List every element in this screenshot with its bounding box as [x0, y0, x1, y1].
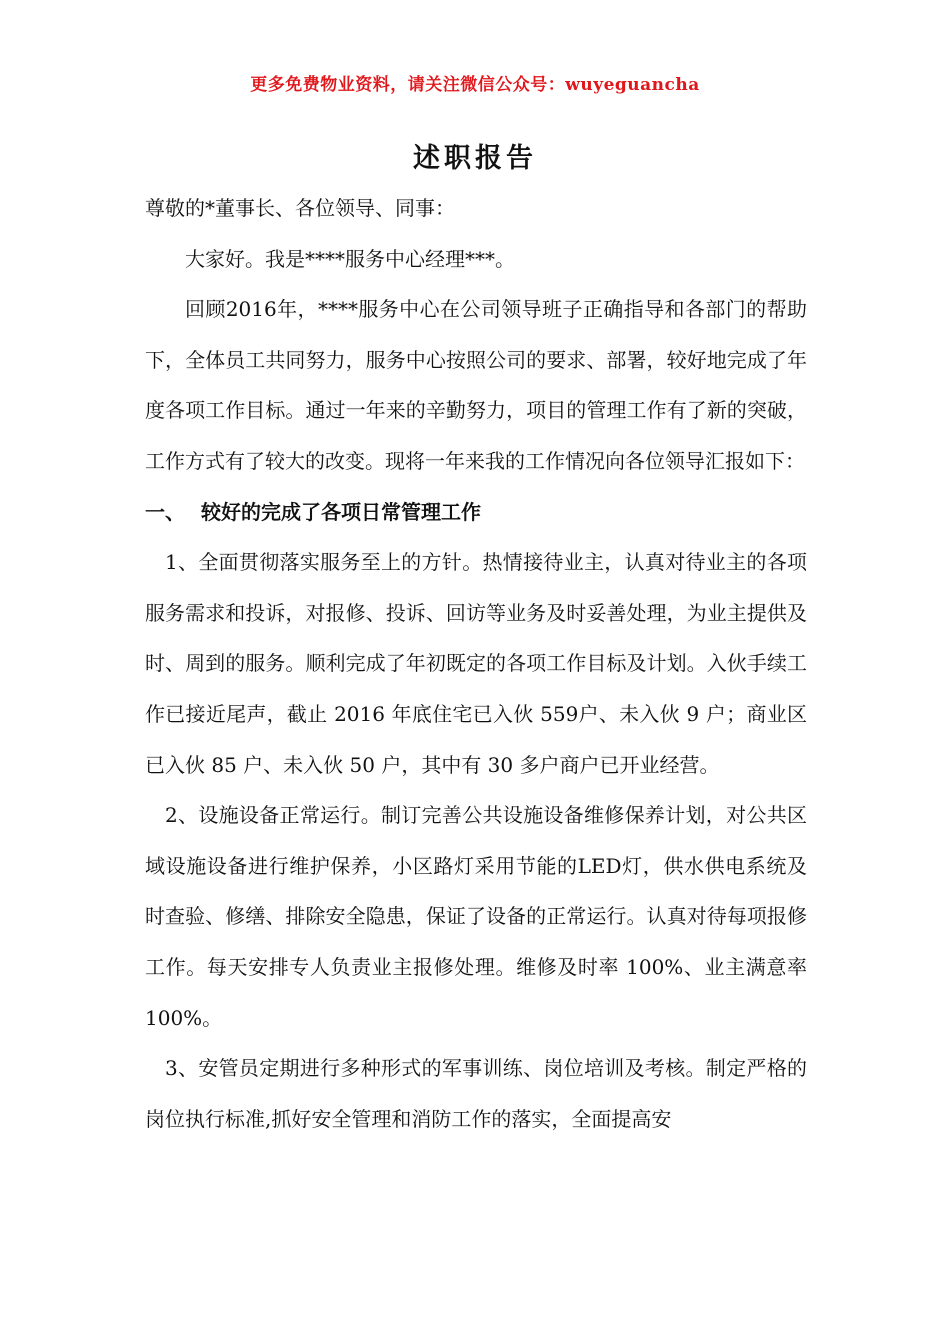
promo-banner: 更多免费物业资料，请关注微信公众号：wuyeguancha: [250, 75, 700, 95]
section-heading-text: 较好的完成了各项日常管理工作: [201, 499, 481, 524]
list-item: 3、安管员定期进行多种形式的军事训练、岗位培训及考核。制定严格的岗位执行标准,抓好安全管理和消防工作的落实，全面提高安: [145, 1056, 807, 1131]
section-number: 一、: [145, 499, 185, 524]
list-item: 1、全面贯彻落实服务至上的方针。热情接待业主，认真对待业主的各项服务需求和投诉，对报修、投诉、回访等业务及时妥善处理，为业主提供及时、周到的服务。顺利完成了年初既定的各项工作目标及计划。入伙手续工作已接近尾声，截止 2016 年底住宅已入伙 559户、未入伙 9 户；商业区已入伙 85 户、未入伙 50 户，其中有 30 多户商户已开业经营。: [145, 550, 807, 777]
greeting-paragraph: 大家好。我是****服务中心经理***。: [185, 246, 515, 271]
document-body: [145, 183, 807, 1144]
intro-paragraph: 回顾2016年，****服务中心在公司领导班子正确指导和各部门的帮助下，全体员工共同努力，服务中心按照公司的要求、部署，较好地完成了年度各项工作目标。通过一年来的辛勤努力，项目的管理工作有了新的突破，工作方式有了较大的改变。现将一年来我的工作情况向各位领导汇报如下：: [145, 297, 807, 473]
salutation: 尊敬的*董事长、各位领导、同事：: [145, 196, 455, 220]
list-item: 2、设施设备正常运行。制订完善公共设施设备维修保养计划，对公共区域设施设备进行维护保养，小区路灯采用节能的LED灯，供水供电系统及时查验、修缮、排除安全隐患，保证了设备的正常运行。认真对待每项报修工作。每天安排专人负责业主报修处理。维修及时率 100%、业主满意率 100%。: [145, 803, 807, 1030]
page-title: 述职报告: [413, 143, 537, 174]
section-heading: [145, 487, 807, 538]
